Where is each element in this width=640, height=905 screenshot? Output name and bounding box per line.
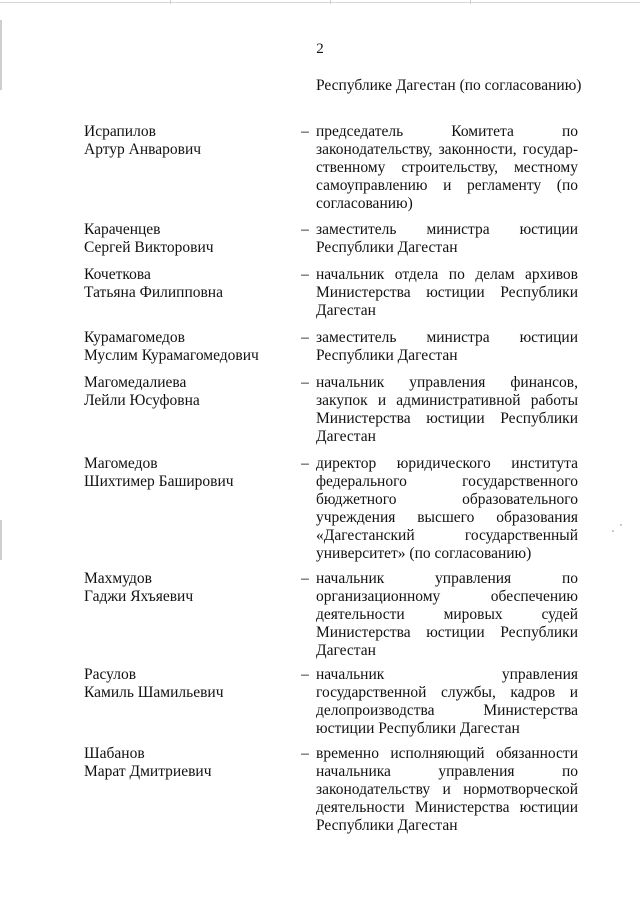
- member-name: [84, 455, 284, 491]
- scan-left-edge: [0, 520, 2, 560]
- member-role: председатель Комитета по законодательству, законности, государственному строительству, местному самоуправлению и регламенту (по согласованию): [316, 123, 578, 212]
- member-name: [84, 374, 284, 410]
- member-given-names: Муслим Курамагомедович: [84, 347, 259, 364]
- member-given-names: Марат Дмитриевич: [84, 763, 212, 780]
- member-role: временно исполняющий обязанности начальника управления по законодательству и нормотворческой деятельности Министерства юстиции Республики Дагестан: [316, 745, 578, 834]
- member-given-names: Лейли Юсуфовна: [84, 392, 200, 409]
- member-surname: Магомедалиева: [84, 374, 187, 391]
- member-name: [84, 666, 284, 702]
- member-role: начальник управления по организационному обеспечению деятельности мировых судей Министерства юстиции Республики Дагестан: [316, 570, 578, 659]
- member-name: [84, 570, 284, 606]
- member-given-names: Шихтимер Баширович: [84, 473, 234, 490]
- dash-separator: –: [301, 329, 309, 346]
- member-surname: Кочеткова: [84, 266, 151, 283]
- page-number: 2: [316, 41, 324, 57]
- member-name: [84, 266, 284, 302]
- dash-separator: –: [301, 221, 309, 238]
- member-given-names: Татьяна Филипповна: [84, 284, 223, 301]
- scan-tick: [470, 0, 471, 4]
- continuation-text: Республике Дагестан (по согласованию): [316, 77, 582, 94]
- member-name: [84, 329, 284, 365]
- member-role: заместитель министра юстиции Республики Дагестан: [316, 221, 578, 256]
- member-surname: Исрапилов: [84, 123, 156, 140]
- scan-tick: [170, 0, 171, 4]
- dash-separator: –: [301, 455, 309, 472]
- member-name: [84, 745, 284, 781]
- scan-top-rule: [0, 2, 640, 3]
- member-surname: Шабанов: [84, 745, 145, 762]
- scan-speck: [620, 524, 622, 526]
- dash-separator: –: [301, 374, 309, 391]
- member-surname: Караченцев: [84, 221, 161, 238]
- dash-separator: –: [301, 123, 309, 140]
- member-role: заместитель министра юстиции Республики Дагестан: [316, 329, 578, 364]
- scan-tick: [330, 0, 331, 4]
- member-name: [84, 123, 284, 159]
- member-given-names: Артур Анварович: [84, 141, 202, 158]
- member-role: директор юридического института федерального государственного бюджетного образовательного учреждения высшего образования «Дагестанский государственный университет» (по согласованию): [316, 455, 578, 562]
- dash-separator: –: [301, 666, 309, 683]
- member-surname: Расулов: [84, 666, 137, 683]
- member-given-names: Гаджи Яхъяевич: [84, 588, 194, 605]
- member-surname: Магомедов: [84, 455, 158, 472]
- member-given-names: Сергей Викторович: [84, 239, 214, 256]
- member-given-names: Камиль Шамильевич: [84, 684, 224, 701]
- member-role: начальник управления государственной службы, кадров и делопроизводства Министерства юстиции Республики Дагестан: [316, 666, 578, 737]
- member-role: начальник отдела по делам архивов Министерства юстиции Республики Дагестан: [316, 266, 578, 319]
- member-surname: Махмудов: [84, 570, 152, 587]
- member-name: [84, 221, 284, 257]
- dash-separator: –: [301, 745, 309, 762]
- scan-speck: [612, 530, 614, 532]
- member-surname: Курамагомедов: [84, 329, 185, 346]
- member-role: начальник управления финансов, закупок и административной работы Министерства юстиции Республики Дагестан: [316, 374, 578, 445]
- dash-separator: –: [301, 266, 309, 283]
- dash-separator: –: [301, 570, 309, 587]
